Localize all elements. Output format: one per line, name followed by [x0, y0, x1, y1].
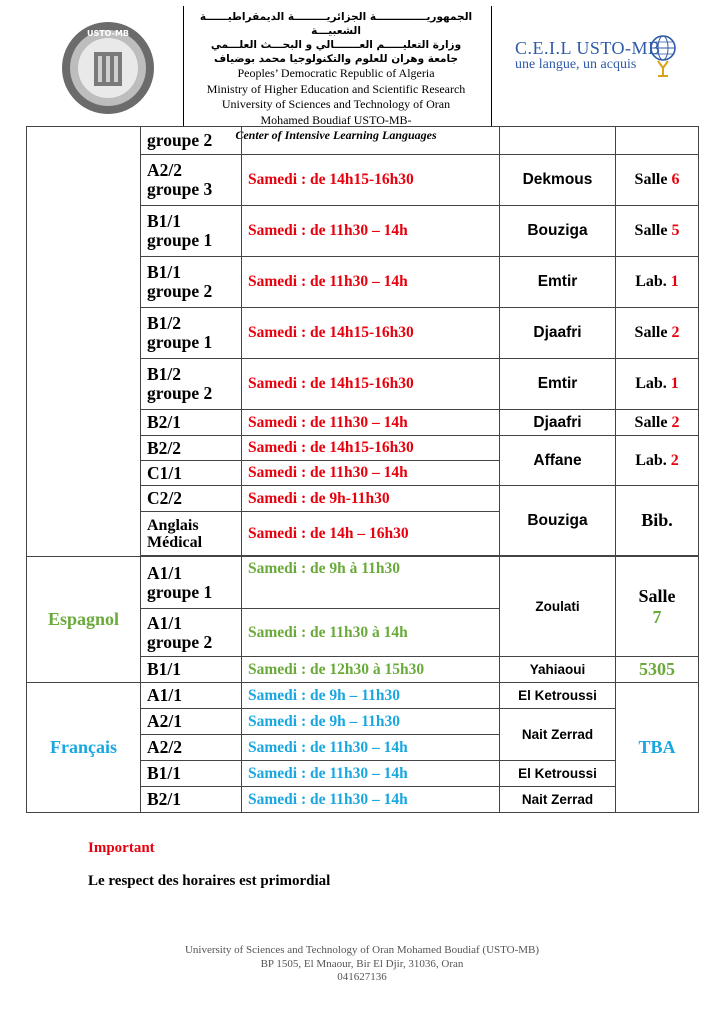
time-cell: Samedi : de 11h30 – 14h — [242, 787, 500, 813]
prof-cell — [500, 127, 616, 155]
language-cell-espagnol: Espagnol — [27, 557, 141, 683]
prof-cell: Djaafri — [500, 410, 616, 436]
header-line-5: Center of Intensive Learning Languages — [235, 128, 437, 142]
university-seal-logo — [60, 20, 156, 116]
table-row — [27, 557, 699, 609]
time-cell: Samedi : de 14h15-16h30 — [242, 155, 500, 206]
header-line-4: Mohamed Boudiaf USTO-MB- — [260, 112, 412, 127]
header-line-1: Peoples’ Democratic Republic of Algeria — [237, 66, 435, 80]
important-text: Le respect des horaires est primordial — [88, 873, 331, 889]
prof-cell: El Ketroussi — [500, 683, 616, 709]
room-cell: Lab. 2 — [616, 436, 699, 486]
time-cell: Samedi : de 11h30 – 14h — [242, 735, 500, 761]
level-cell: A2/1 — [141, 709, 242, 735]
level-cell: Anglais Médical — [141, 512, 242, 556]
level-cell: B1/2 groupe 1 — [141, 308, 242, 359]
ceil-logo — [515, 38, 715, 73]
prof-cell: Affane — [500, 436, 616, 486]
prof-cell: Bouziga — [500, 486, 616, 556]
level-cell: B1/1 — [141, 657, 242, 683]
table-row — [27, 683, 699, 709]
prof-cell: Djaafri — [500, 308, 616, 359]
level-cell: groupe 2 — [141, 127, 242, 155]
level-cell: B1/2 groupe 2 — [141, 359, 242, 410]
level-cell: C1/1 — [141, 461, 242, 486]
room-cell: Salle 5 — [616, 206, 699, 257]
footer-line-3: 041627136 — [337, 971, 387, 983]
room-cell: Salle 2 — [616, 410, 699, 436]
time-cell: Samedi : de 14h15-16h30 — [242, 436, 500, 461]
arabic-line-2: وزارة التعليـــــم العـــــــالي و البحـــث العلـــمي — [210, 39, 462, 51]
prof-cell: Emtir — [500, 359, 616, 410]
level-cell: B1/1 — [141, 761, 242, 787]
time-cell: Samedi : de 11h30 – 14h — [242, 257, 500, 308]
level-cell: B2/2 — [141, 436, 242, 461]
arabic-line-1: الجمهوريــــــــــــــة الجزائريـــــــــة الديمقراطيــــــة الشعبيـــة — [199, 11, 473, 37]
time-cell: Samedi : de 11h30 à 14h — [242, 609, 500, 657]
room-cell: 5305 — [616, 657, 699, 683]
time-cell: Samedi : de 9h à 11h30 — [242, 557, 500, 609]
time-cell: Samedi : de 11h30 – 14h — [242, 461, 500, 486]
level-cell: A1/1 groupe 1 — [141, 557, 242, 609]
room-cell: Salle 2 — [616, 308, 699, 359]
page-footer — [0, 944, 724, 985]
header-line-3: University of Sciences and Technology of Oran — [221, 97, 451, 111]
room-cell: Salle 7 — [616, 557, 699, 657]
table-row — [27, 127, 699, 155]
level-cell: A2/2 groupe 3 — [141, 155, 242, 206]
time-cell: Samedi : de 14h15-16h30 — [242, 308, 500, 359]
language-cell-francais: Français — [27, 683, 141, 813]
important-label: Important — [88, 840, 155, 856]
header-line-2: Ministry of Higher Education and Scientific Research — [206, 81, 466, 96]
time-cell: Samedi : de 11h30 – 14h — [242, 206, 500, 257]
room-cell: Lab. 1 — [616, 359, 699, 410]
level-cell: B1/1 groupe 2 — [141, 257, 242, 308]
level-cell: B2/1 — [141, 410, 242, 436]
prof-cell: Yahiaoui — [500, 657, 616, 683]
footer-line-1: University of Sciences and Technology of Oran Mohamed Boudiaf (USTO-MB) — [184, 944, 540, 956]
level-cell: B1/1 groupe 1 — [141, 206, 242, 257]
room-cell — [616, 127, 699, 155]
room-cell: Bib. — [616, 486, 699, 556]
ceil-slogan: une langue, un acquis — [515, 57, 637, 72]
prof-cell: Emtir — [500, 257, 616, 308]
time-cell: Samedi : de 14h – 16h30 — [242, 512, 500, 556]
prof-cell: Bouziga — [500, 206, 616, 257]
footer-line-2: BP 1505, El Mnaour, Bir El Djir, 31036, Oran — [260, 957, 464, 970]
time-cell: Samedi : de 11h30 – 14h — [242, 410, 500, 436]
time-cell: Samedi : de 11h30 – 14h — [242, 761, 500, 787]
time-cell: Samedi : de 14h15-16h30 — [242, 359, 500, 410]
level-cell: A1/1 groupe 2 — [141, 609, 242, 657]
room-cell: Lab. 1 — [616, 257, 699, 308]
room-cell: TBA — [616, 683, 699, 813]
level-cell: A2/2 — [141, 735, 242, 761]
time-cell — [242, 127, 500, 155]
time-cell: Samedi : de 9h – 11h30 — [242, 683, 500, 709]
level-cell: C2/2 — [141, 486, 242, 512]
time-cell: Samedi : de 12h30 à 15h30 — [242, 657, 500, 683]
logo-text: USTO-MB — [86, 29, 130, 38]
time-cell: Samedi : de 9h – 11h30 — [242, 709, 500, 735]
ceil-title: C.E.I.L USTO-MB — [515, 38, 661, 58]
prof-cell: Zoulati — [500, 557, 616, 657]
level-cell: B2/1 — [141, 787, 242, 813]
arabic-line-3: جامعة وهران للعلوم والتكنولوجيا محمد بوضياف — [213, 53, 459, 65]
prof-cell: Nait Zerrad — [500, 787, 616, 813]
prof-cell: El Ketroussi — [500, 761, 616, 787]
schedule-table — [26, 126, 699, 813]
room-cell: Salle 6 — [616, 155, 699, 206]
language-cell-empty — [27, 127, 141, 557]
time-cell: Samedi : de 9h-11h30 — [242, 486, 500, 512]
institution-header — [186, 10, 486, 144]
prof-cell: Nait Zerrad — [500, 709, 616, 761]
level-cell: A1/1 — [141, 683, 242, 709]
globe-icon — [648, 34, 678, 78]
prof-cell: Dekmous — [500, 155, 616, 206]
